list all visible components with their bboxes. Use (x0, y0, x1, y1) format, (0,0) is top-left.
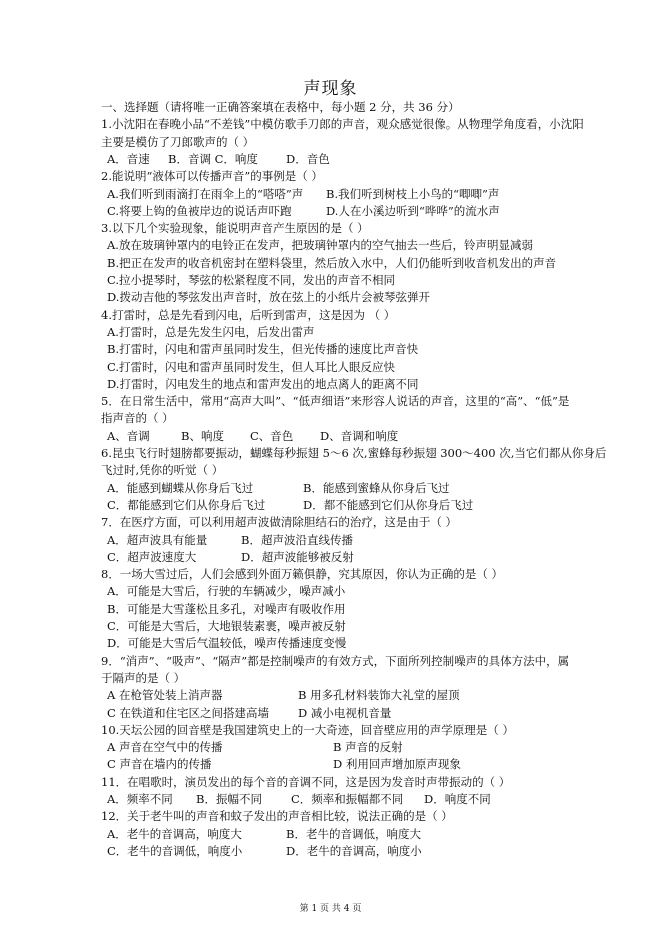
question-8-option: B．可能是大雪蓬松且多孔，对噪声有吸收作用 (107, 601, 346, 616)
question-6-stem: 6.昆虫飞行时翅膀都要振动，蝴蝶每秒振翅 5～6 次,蜜蜂每秒振翅 300～400 次,当它们都从你身后 (101, 446, 607, 460)
question-9-option: D 减小电视机音量 (298, 705, 392, 720)
question-11-stem: 11．在唱歌时，演员发出的每个音的音调不同，这是因为发音时声带振动的（ ） (101, 774, 511, 789)
question-7-option: D．超声波能够被反射 (241, 549, 354, 564)
question-10-option: A 声音在空气中的传播 (107, 740, 223, 755)
question-2-stem: 2.能说明“液体可以传播声音”的事例是（ ） (101, 169, 323, 184)
question-7-option: B．超声波沿直线传播 (241, 532, 353, 547)
page-footer: 第 1 页 共 4 页 (299, 904, 362, 914)
question-9-option: B 用多孔材料装饰大礼堂的屋顶 (298, 688, 460, 703)
question-8-option: D．可能是大雪后气温较低，噪声传播速度变慢 (107, 636, 347, 651)
question-11-option: C．频率和振幅都不同 (291, 792, 404, 806)
question-4-option: B.打雷时，闪电和雷声虽同时发生，但光传播的速度比声音快 (107, 342, 419, 357)
question-7-option: C．超声波速度大 (107, 549, 197, 564)
question-2-option: C.将要上钩的鱼被岸边的说话声吓跑 (107, 203, 292, 218)
question-8-option: A．可能是大雪后，行驶的车辆减少，噪声减小 (107, 584, 346, 599)
question-7-option: A．超声波具有能量 (107, 532, 208, 547)
question-1-option: B．音调 C．响度 (168, 151, 258, 166)
question-11-option: B．振幅不同 (196, 792, 262, 806)
question-4-stem: 4.打雷时，总是先看到闪电，后听到雷声，这是因为 （ ） (101, 307, 396, 322)
question-12-option: B．老牛的音调低，响度大 (286, 826, 421, 841)
page-title: 声现象 (303, 79, 358, 99)
question-11-option: A．频率不同 (107, 792, 173, 806)
question-6-stem: 飞过时,凭你的听觉（ ） (101, 463, 224, 478)
question-12-stem: 12．关于老牛叫的声音和蚊子发出的声音相比较，说法正确的是（ ） (101, 809, 453, 824)
question-1-option: D．音色 (286, 151, 330, 166)
question-3-stem: 3.以下几个实验现象，能说明声音产生原因的是（ ） (101, 221, 369, 236)
question-9-stem: 9．“消声”、“吸声”、“隔声”都是控制噪声的有效方式，下面所列控制噪声的具体方法中，属 (101, 653, 570, 668)
question-12-option: C．老牛的音调低，响度小 (107, 843, 243, 858)
question-6-option: B．能感到蜜蜂从你身后飞过 (303, 480, 450, 495)
question-9-option: C 在铁道和住宅区之间搭建高墙 (107, 705, 269, 720)
question-3-option: A.放在玻璃钟罩内的电铃正在发声，把玻璃钟罩内的空气抽去一些后，铃声明显减弱 (107, 238, 533, 253)
question-8-stem: 8．一场大雪过后，人们会感到外面万籁俱静，究其原因，你认为正确的是（ ） (101, 567, 503, 582)
question-10-option: C 声音在墙内的传播 (107, 757, 212, 772)
question-5-option: D、音调和响度 (320, 428, 399, 443)
question-6-option: C．都能感到它们从你身后飞过 (107, 497, 266, 512)
question-10-stem: 10.天坛公园的回音壁是我国建筑史上的一大奇迹，回音壁应用的声学原理是（ ） (101, 722, 514, 737)
question-2-option: D.人在小溪边听到“哗哗”的流水声 (326, 203, 500, 218)
question-5-stem: 5．在日常生活中，常用“高声大叫”、“低声细语”来形容人说话的声音，这里的“高”、“低”是 (101, 394, 570, 409)
question-7-stem: 7．在医疗方面，可以利用超声波做清除胆结石的治疗，这是由于（ ） (101, 515, 457, 530)
question-9-option: A 在枪管处装上消声器 (107, 688, 223, 703)
question-3-option: B.把正在发声的收音机密封在塑料袋里，然后放入水中，人们仍能听到收音机发出的声音 (107, 255, 557, 270)
question-4-option: D.打雷时，闪电发生的地点和雷声发出的地点离人的距离不同 (107, 376, 419, 391)
question-6-option: D．都不能感到它们从你身后飞过 (303, 497, 474, 512)
question-4-option: A.打雷时，总是先发生闪电，后发出雷声 (107, 324, 315, 339)
question-3-option: D.拨动吉他的琴弦发出声音时，放在弦上的小纸片会被琴弦弹开 (107, 290, 430, 305)
question-11-option: D．响度不同 (424, 792, 491, 806)
question-12-option: A．老牛的音调高，响度大 (107, 826, 242, 841)
question-10-option: B 声音的反射 (333, 740, 403, 755)
question-9-stem: 于隔声的是（ ） (101, 670, 186, 685)
question-1-stem: 1.小沈阳在春晚小品“不差钱”中模仿歌手刀郎的声音，观众感觉很像。从物理学角度看，小沈阳 (101, 117, 584, 132)
question-1-stem: 主要是模仿了刀郎歌声的（ ） (101, 134, 255, 149)
question-12-option: D．老牛的音调高，响度小 (286, 843, 422, 858)
question-10-option: D 利用回声增加原声现象 (333, 757, 461, 772)
question-1-option: A．音速 (107, 151, 150, 166)
question-4-option: C.打雷时，闪电和雷声虽同时发生，但人耳比人眼反应快 (107, 359, 396, 374)
question-2-option: A.我们听到雨滴打在雨伞上的“嗒嗒”声 (107, 186, 304, 201)
question-5-stem: 指声音的（ ） (101, 411, 174, 426)
question-5-option: B、响度 (181, 428, 224, 443)
question-8-option: C．可能是大雪后，大地银装素裹，噪声被反射 (107, 619, 346, 633)
question-5-option: A、音调 (107, 428, 150, 443)
section-heading: 一、选择题（请将唯一正确答案填在表格中，每小题 2 分，共 36 分） (101, 100, 460, 114)
question-5-option: C、音色 (250, 428, 294, 443)
question-3-option: C.拉小提琴时，琴弦的松紧程度不同，发出的声音不相同 (107, 273, 396, 287)
question-2-option: B.我们听到树枝上小鸟的“唧唧”声 (326, 186, 500, 201)
question-6-option: A．能感到蝴蝶从你身后飞过 (107, 480, 254, 495)
